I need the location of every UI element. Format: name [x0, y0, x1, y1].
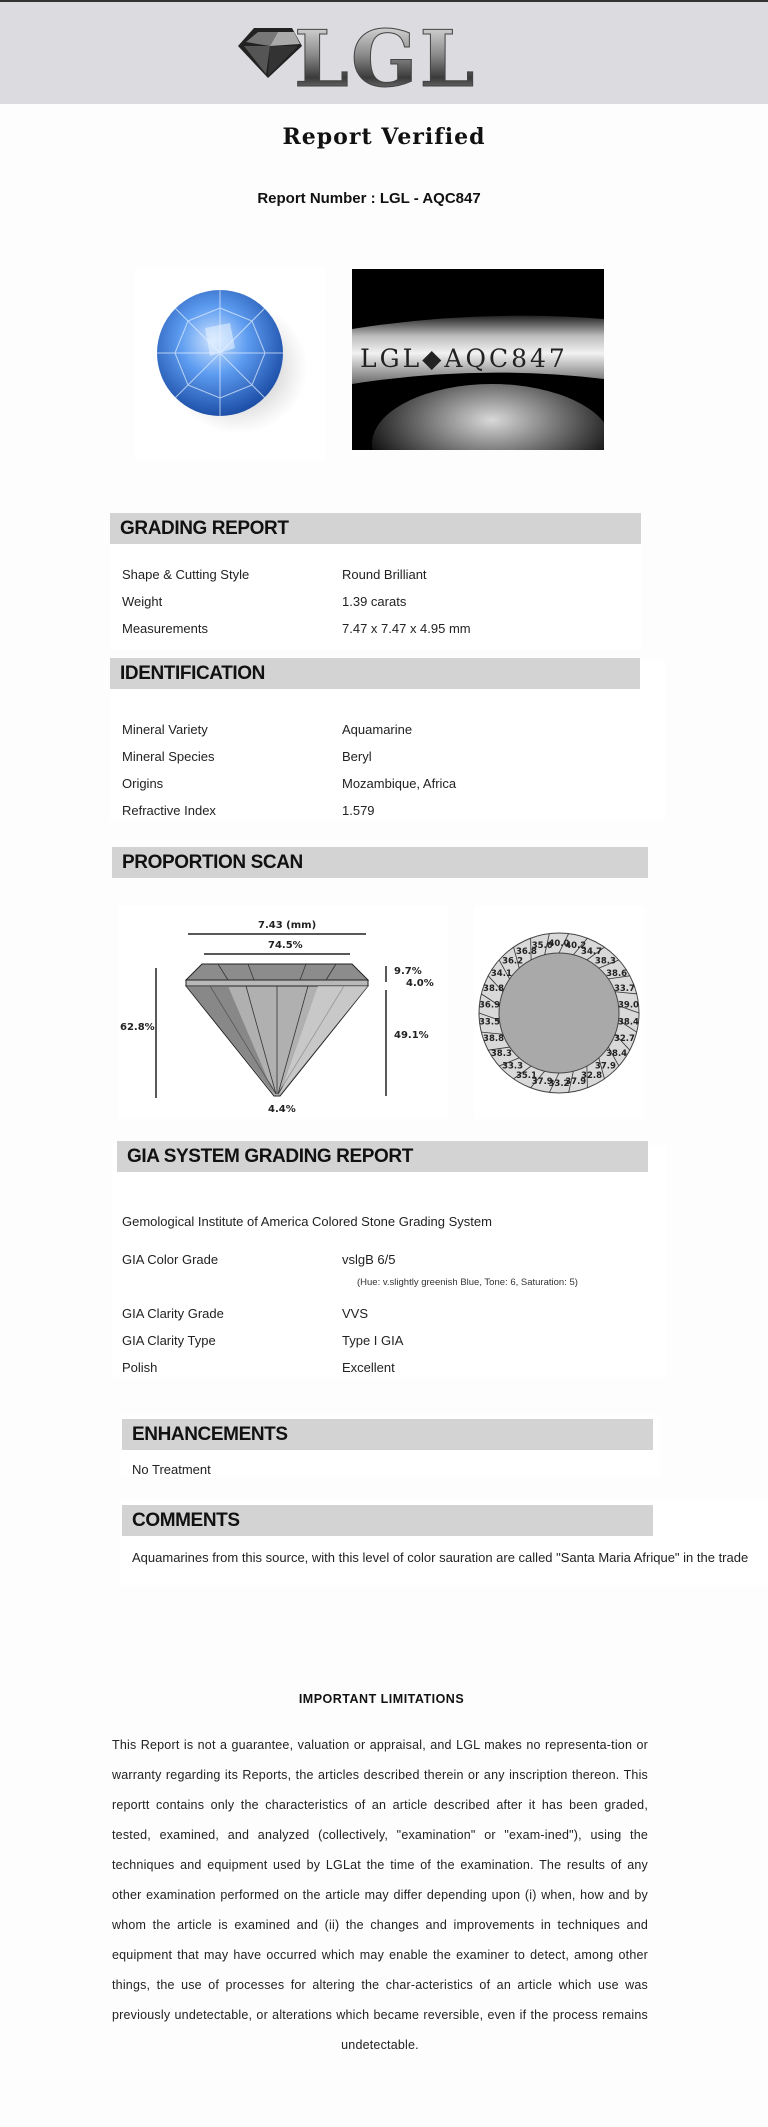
- proportion-profile-diagram: [118, 906, 448, 1119]
- depth-label: 62.8%: [120, 1022, 155, 1033]
- girdle-value-label: 40.0: [548, 939, 570, 949]
- girdle-value-label: 36.8: [515, 947, 537, 958]
- girdle-value-label: 32.7: [613, 1033, 635, 1044]
- girdle-value-label: 34.1: [490, 969, 512, 980]
- width-label: 7.43 (mm): [258, 920, 317, 931]
- girdle-value-label: 36.2: [502, 956, 524, 967]
- row-value: Round Brilliant: [342, 567, 427, 582]
- girdle-value-label: 40.2: [565, 941, 587, 952]
- girdle-value-label: 38.6: [606, 969, 628, 980]
- girdle-label: 4.0%: [406, 978, 434, 989]
- row-label: GIA Clarity Grade: [122, 1306, 224, 1321]
- gia-heading: GIA SYSTEM GRADING REPORT: [117, 1141, 648, 1172]
- comments-text: Aquamarines from this source, with this level of color sauration are called "Santa Maria Afrique" in the trade: [132, 1550, 749, 1565]
- row-label: GIA Color Grade: [122, 1252, 219, 1267]
- report-number: Report Number : LGL - AQC847: [257, 190, 481, 207]
- row-label: Mineral Variety: [122, 722, 208, 737]
- enhancements-text: No Treatment: [132, 1462, 211, 1477]
- row-label: Shape & Cutting Style: [122, 567, 250, 582]
- girdle-value-label: 38.4: [617, 1017, 639, 1028]
- gem-photo: [135, 268, 325, 460]
- table-label: 74.5%: [268, 940, 303, 951]
- row-value: Excellent: [342, 1360, 395, 1375]
- inscription-text: LGL◆AQC847: [360, 344, 568, 373]
- row-value: 7.47 x 7.47 x 4.95 mm: [342, 621, 471, 636]
- girdle-value-label: 33.7: [613, 984, 635, 995]
- comments-heading: COMMENTS: [122, 1505, 653, 1536]
- gia-color-note: (Hue: v.slightly greenish Blue, Tone: 6, Saturation: 5): [357, 1277, 578, 1288]
- pavilion-label: 49.1%: [394, 1030, 429, 1041]
- row-value: Mozambique, Africa: [342, 776, 457, 791]
- row-label: Mineral Species: [122, 749, 215, 764]
- enhancements-heading: ENHANCEMENTS: [122, 1419, 653, 1450]
- girdle-value-label: 39.0: [617, 1000, 639, 1011]
- row-label: Weight: [122, 594, 163, 609]
- proportion-scan-heading: PROPORTION SCAN: [112, 847, 648, 878]
- header-banner: [0, 2, 768, 104]
- page-title: Report Verified: [282, 124, 486, 150]
- row-label: GIA Clarity Type: [122, 1333, 216, 1348]
- row-value: Aquamarine: [342, 722, 413, 737]
- girdle-value-label: 38.8: [483, 1033, 505, 1044]
- girdle-value-label: 33.5: [479, 1017, 501, 1028]
- girdle-value-label: 38.3: [490, 1048, 512, 1059]
- logo-text: LGL: [294, 14, 477, 98]
- girdle-value-label: 38.3: [594, 956, 616, 967]
- row-label: Origins: [122, 776, 164, 791]
- girdle-value-label: 35.1: [515, 1070, 537, 1081]
- grading-report-heading: GRADING REPORT: [110, 513, 641, 544]
- girdle-value-label: 37.9: [531, 1076, 553, 1087]
- limitations-text: This Report is not a guarantee, valuation or appraisal, and LGL makes no representa-tion or warranty regarding its Reports, the articles described therein or any inscription thereon. This reportt contains only the characteristics of an article described after it has been graded, tested, examined, and analyzed (collectively, "examination" or "exam-ined"), using the techniques and equipment used by LGLat the time of the examination. The results of any other examination performed on the article may differ depending upon (i) when, how and by whom the article is examined and (ii) the changes and improvements in techniques and equipment that may have occurred which may enable the examiner to detect, among other things, the use of processes for altering the char-acteristics of an article which use was previously undetectable, or alterations which became reversible, even if the process remains undetectable.: [112, 1738, 648, 2052]
- girdle-value-label: 38.4: [606, 1048, 628, 1059]
- row-label: Measurements: [122, 621, 208, 636]
- limitations-heading: IMPORTANT LIMITATIONS: [298, 1692, 465, 1706]
- girdle-value-label: 38.8: [483, 984, 505, 995]
- diamond-icon: [238, 28, 302, 78]
- inscription-photo: [352, 269, 604, 450]
- girdle-value-label: 37.9: [565, 1076, 587, 1087]
- girdle-value-label: 33.3: [502, 1061, 524, 1072]
- girdle-value-label: 35.0: [531, 941, 553, 952]
- culet-label: 4.4%: [268, 1104, 296, 1115]
- girdle-value-label: 32.8: [581, 1070, 603, 1081]
- row-label: Refractive Index: [122, 803, 216, 818]
- row-value: 1.39 carats: [342, 594, 407, 609]
- row-label: Polish: [122, 1360, 158, 1375]
- row-value: Beryl: [342, 749, 372, 764]
- girdle-thickness-diagram: [474, 906, 644, 1119]
- girdle-value-label: 33.2: [548, 1079, 570, 1089]
- row-value: Type I GIA: [342, 1333, 404, 1348]
- girdle-value-label: 34.7: [581, 947, 603, 958]
- girdle-value-label: 36.9: [479, 1000, 501, 1011]
- identification-heading: IDENTIFICATION: [110, 658, 640, 689]
- row-value: VVS: [342, 1306, 369, 1321]
- crown-label: 9.7%: [394, 966, 422, 977]
- girdle-value-label: 37.9: [594, 1061, 616, 1072]
- gia-intro: Gemological Institute of America Colored Stone Grading System: [122, 1214, 492, 1229]
- row-value: 1.579: [342, 803, 375, 818]
- row-value: vslgB 6/5: [342, 1252, 396, 1267]
- lgl-logo: [232, 12, 492, 98]
